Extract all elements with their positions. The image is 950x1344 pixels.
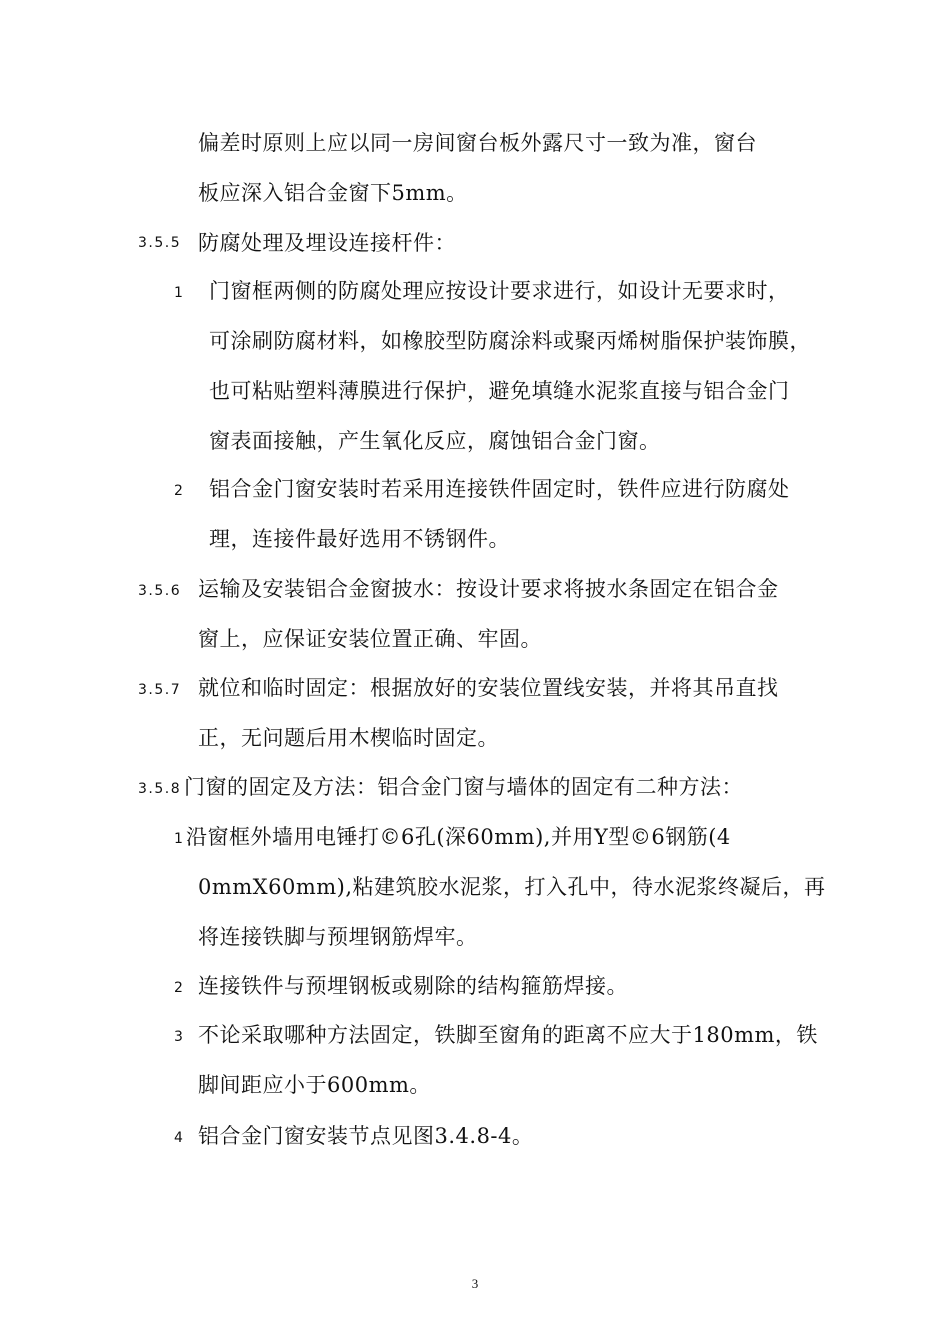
section-heading: 防腐处理及埋设连接杆件： bbox=[198, 231, 456, 255]
text-line: 沿窗框外墙用电锤打©6孔(深60mm),并用Y型©6钢筋(4 bbox=[186, 825, 731, 849]
text-line: 就位和临时固定：根据放好的安装位置线安装，并将其吊直找 bbox=[198, 676, 779, 700]
item-number: 2 bbox=[174, 980, 185, 996]
item-number: 1 bbox=[174, 831, 185, 847]
text-line: 铝合金门窗安装时若采用连接铁件固定时，铁件应进行防腐处 bbox=[209, 477, 790, 501]
text-line: 窗上，应保证安装位置正确、牢固。 bbox=[198, 627, 542, 651]
text-line: 门窗框两侧的防腐处理应按设计要求进行，如设计无要求时， bbox=[209, 279, 790, 303]
text-line: 将连接铁脚与预埋钢筋焊牢。 bbox=[198, 925, 478, 949]
page-number: 3 bbox=[471, 1276, 479, 1291]
text-line: 0mmX60mm),粘建筑胶水泥浆，打入孔中，待水泥浆终凝后，再 bbox=[198, 875, 826, 899]
section-number: 3.5.8 bbox=[138, 781, 182, 797]
item-number: 2 bbox=[174, 483, 185, 499]
item-number: 4 bbox=[174, 1130, 185, 1146]
text-line: 运输及安装铝合金窗披水：按设计要求将披水条固定在铝合金 bbox=[198, 577, 779, 601]
section-number: 3.5.6 bbox=[138, 583, 182, 599]
text-line: 也可粘贴塑料薄膜进行保护，避免填缝水泥浆直接与铝合金门 bbox=[209, 379, 790, 403]
text-line: 偏差时原则上应以同一房间窗台板外露尺寸一致为准，窗台 bbox=[198, 131, 757, 155]
text-line: 不论采取哪种方法固定，铁脚至窗角的距离不应大于180mm，铁 bbox=[198, 1023, 818, 1047]
item-number: 3 bbox=[174, 1029, 185, 1045]
text-line: 连接铁件与预埋钢板或剔除的结构箍筋焊接。 bbox=[198, 974, 628, 998]
text-line: 理，连接件最好选用不锈钢件。 bbox=[209, 527, 510, 551]
item-number: 1 bbox=[174, 285, 185, 301]
section-heading: 门窗的固定及方法：铝合金门窗与墙体的固定有二种方法： bbox=[184, 775, 743, 799]
text-line: 板应深入铝合金窗下5mm。 bbox=[198, 181, 468, 205]
text-line: 窗表面接触，产生氧化反应，腐蚀铝合金门窗。 bbox=[209, 429, 661, 453]
text-line: 正，无问题后用木楔临时固定。 bbox=[198, 726, 499, 750]
text-line: 铝合金门窗安装节点见图3.4.8-4。 bbox=[198, 1124, 534, 1148]
section-number: 3.5.5 bbox=[138, 235, 182, 251]
section-number: 3.5.7 bbox=[138, 682, 182, 698]
text-line: 可涂刷防腐材料，如橡胶型防腐涂料或聚丙烯树脂保护装饰膜， bbox=[209, 329, 811, 353]
text-line: 脚间距应小于600mm。 bbox=[198, 1073, 431, 1097]
